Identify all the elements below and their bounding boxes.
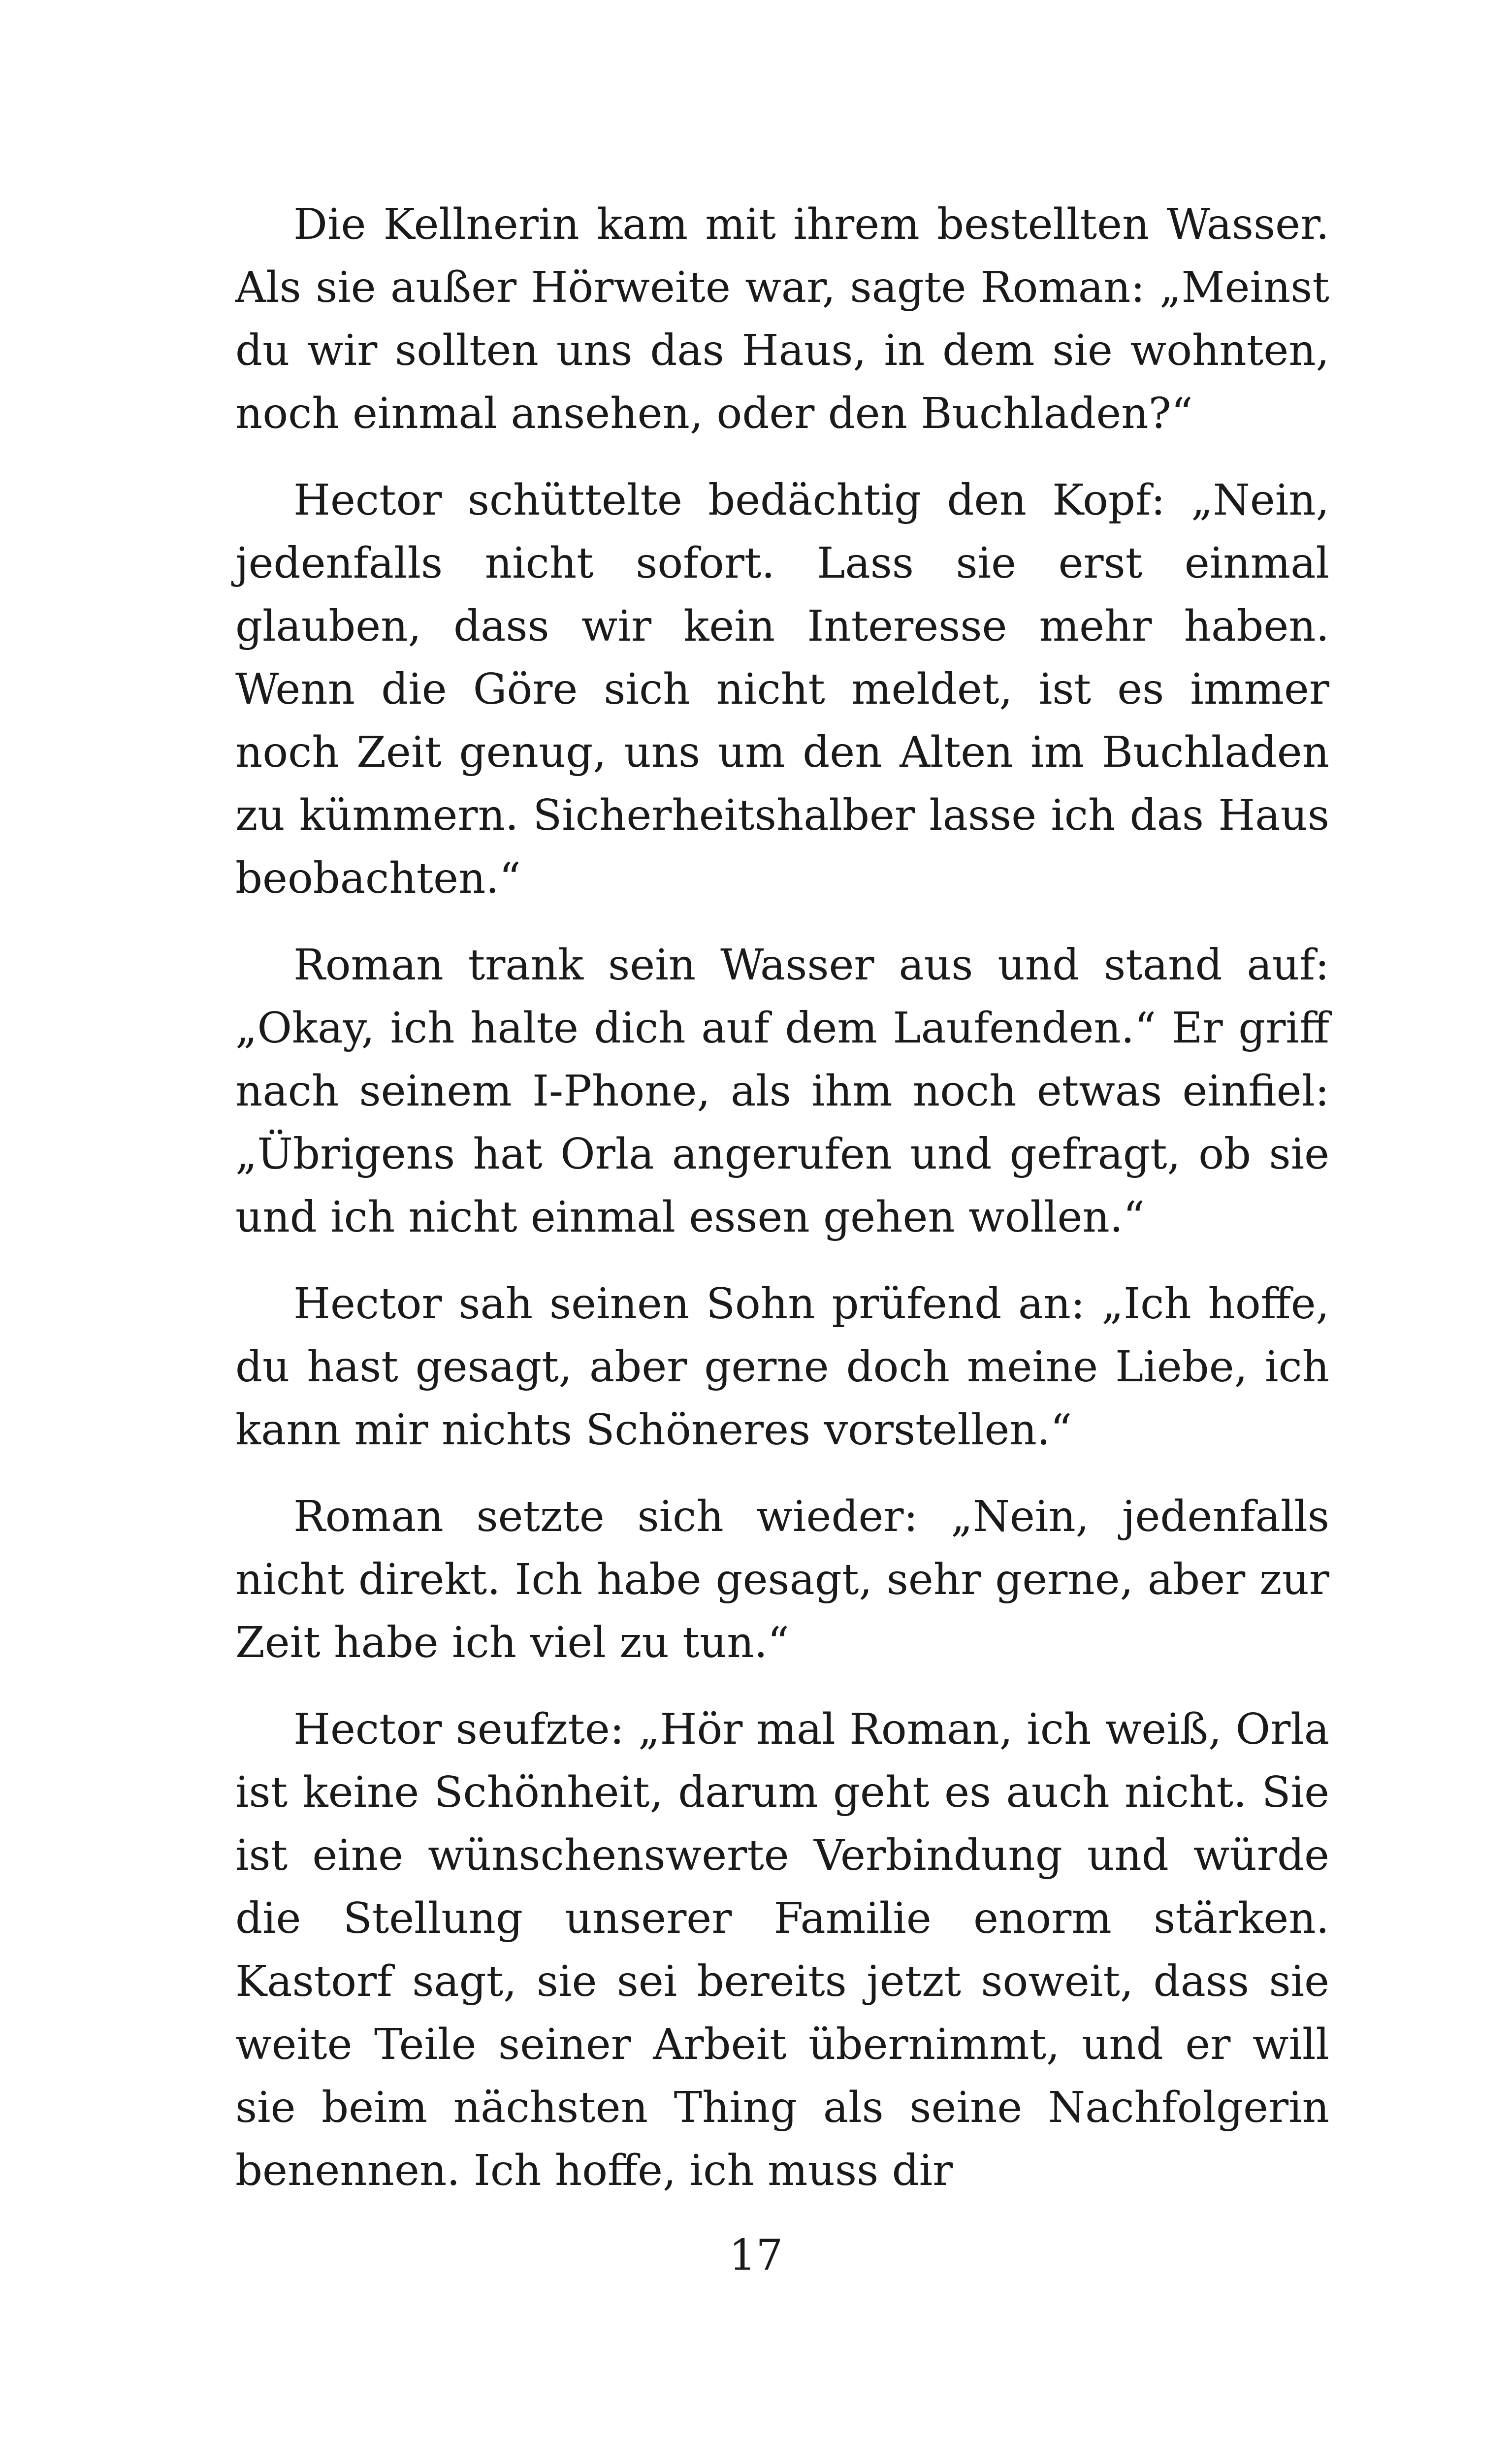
- paragraph-2: Hector schüttelte bedächtig den Kopf: „Nein, jedenfalls nicht sofort. Lass sie erst einmal glauben, dass wir kein Interesse mehr haben. Wenn die Göre sich nicht meldet, ist es immer noch Zeit genug, uns um den Alten im Buchladen zu kümmern. Sicherheitshalber lasse ich das Haus beobachten.“: [235, 476, 1329, 903]
- paragraph-5: Roman setzte sich wieder: „Nein, jedenfalls nicht direkt. Ich habe gesagt, sehr gerne, aber zur Zeit habe ich viel zu tun.“: [235, 1492, 1329, 1667]
- paragraph-6: Hector seufzte: „Hör mal Roman, ich weiß, Orla ist keine Schönheit, darum geht es auch nicht. Sie ist eine wünschenswerte Verbindung und würde die Stellung unserer Familie enorm stärken. Kastorf sagt, sie sei bereits jetzt soweit, dass sie weite Teile seiner Arbeit übernimmt, und er will sie beim nächsten Thing als seine Nachfolgerin benennen. Ich hoffe, ich muss dir: [235, 1705, 1329, 2195]
- body-text: [235, 193, 1329, 2226]
- paragraph-1: Die Kellnerin kam mit ihrem bestellten Wasser. Als sie außer Hörweite war, sagte Roman: „Meinst du wir sollten uns das Haus, in dem sie wohnten, noch einmal ansehen, oder den Buchladen?“: [235, 200, 1329, 438]
- paragraph-3: Roman trank sein Wasser aus und stand auf: „Okay, ich halte dich auf dem Laufenden.“ Er griff nach seinem I-Phone, als ihm noch etwas einfiel: „Übrigens hat Orla angerufen und gefragt, ob sie und ich nicht einmal essen gehen wollen.“: [235, 941, 1329, 1242]
- paragraph-4: Hector sah seinen Sohn prüfend an: „Ich hoffe, du hast gesagt, aber gerne doch meine Liebe, ich kann mir nichts Schöneres vorstellen.“: [235, 1279, 1329, 1455]
- page-number: 17: [729, 2231, 783, 2280]
